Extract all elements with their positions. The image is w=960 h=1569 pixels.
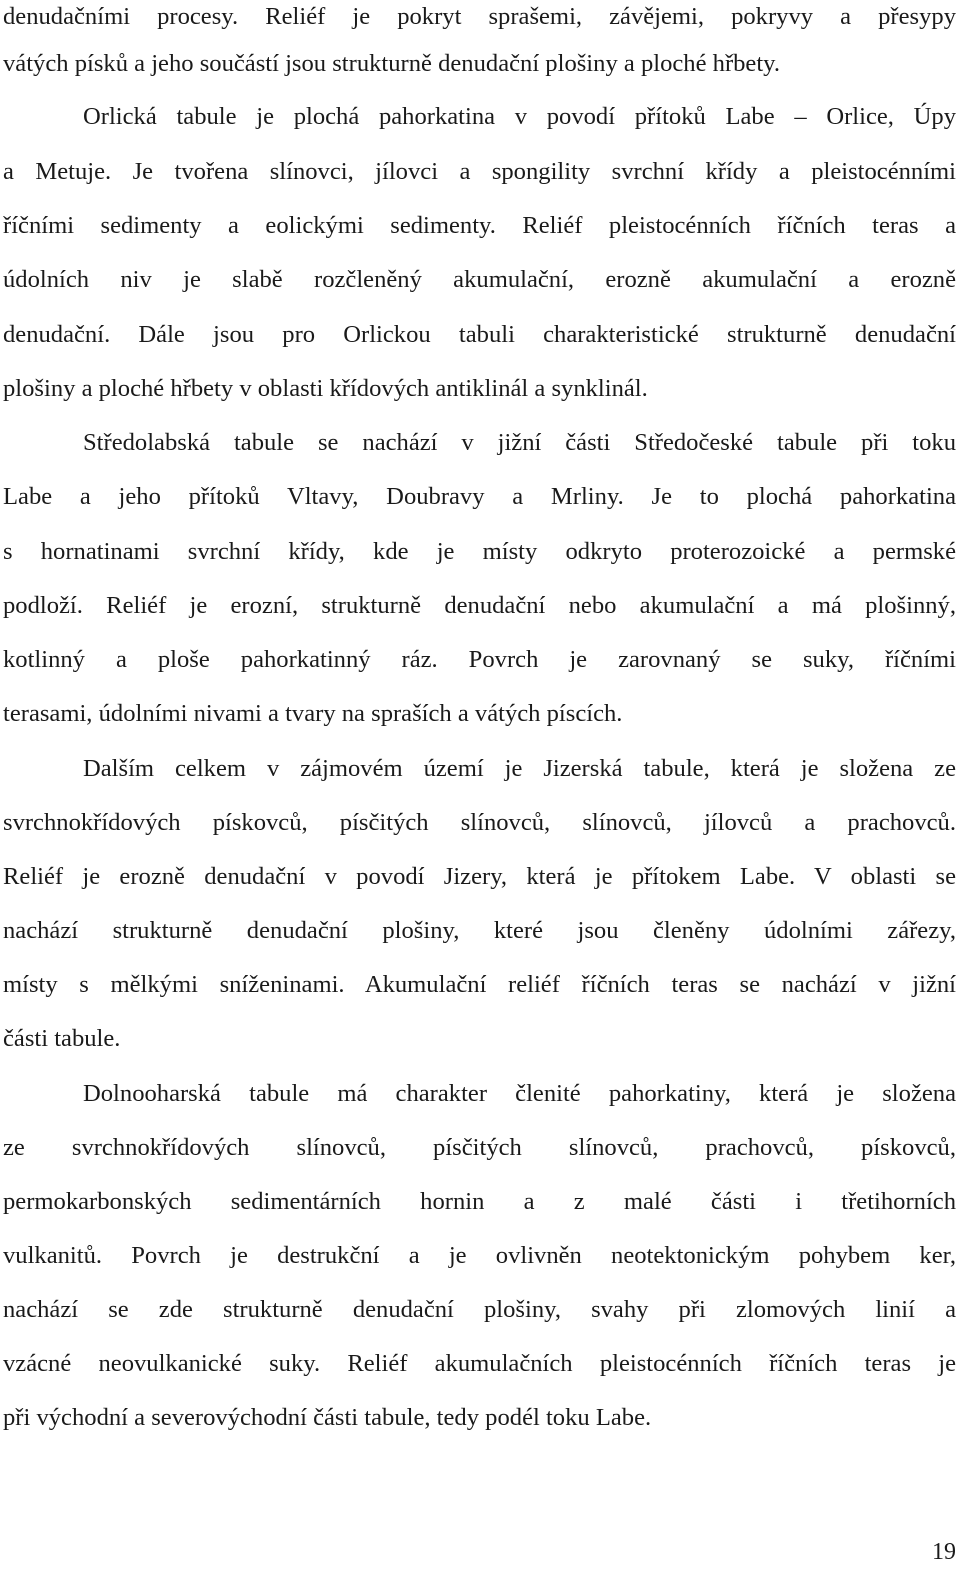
text-line: podloží. Reliéf je erozní, strukturně denudační nebo akumulační a má plošinný, (3, 592, 956, 619)
text-line: plošiny a ploché hřbety v oblasti křídových antiklinál a synklinál. (3, 375, 648, 402)
text-line: denudačními procesy. Reliéf je pokryt sprašemi, závějemi, pokryvy a přesypy (3, 3, 956, 30)
text-line: vzácné neovulkanické suky. Reliéf akumulačních pleistocénních říčních teras je (3, 1350, 956, 1377)
text-line: říčními sedimenty a eolickými sedimenty. Reliéf pleistocénních říčních teras a (3, 212, 956, 239)
text-line: údolních niv je slabě rozčleněný akumulační, erozně akumulační a erozně (3, 266, 956, 293)
text-line: Labe a jeho přítoků Vltavy, Doubravy a Mrliny. Je to plochá pahorkatina (3, 483, 956, 510)
text-line: permokarbonských sedimentárních hornin a z malé části i třetihorních (3, 1188, 956, 1215)
text-line: terasami, údolními nivami a tvary na spraších a vátých píscích. (3, 700, 623, 727)
text-line: místy s mělkými sníženinami. Akumulační reliéf říčních teras se nachází v jižní (3, 971, 956, 998)
text-line: kotlinný a ploše pahorkatinný ráz. Povrch je zarovnaný se suky, říčními (3, 646, 956, 673)
text-line: části tabule. (3, 1025, 121, 1052)
text-line: při východní a severovýchodní části tabule, tedy podél toku Labe. (3, 1404, 652, 1431)
text-line: a Metuje. Je tvořena slínovci, jílovci a spongility svrchní křídy a pleistocénními (3, 158, 956, 185)
text-line: denudační. Dále jsou pro Orlickou tabuli charakteristické strukturně denudační (3, 321, 956, 348)
text-line: ze svrchnokřídových slínovců, písčitých slínovců, prachovců, pískovců, (3, 1134, 956, 1161)
text-line: Orlická tabule je plochá pahorkatina v povodí přítoků Labe – Orlice, Úpy (83, 103, 956, 130)
page-number: 19 (932, 1539, 956, 1565)
text-line: vátých písků a jeho součástí jsou strukturně denudační plošiny a ploché hřbety. (3, 50, 781, 77)
text-line: nachází strukturně denudační plošiny, které jsou členěny údolními zářezy, (3, 917, 956, 944)
text-line: vulkanitů. Povrch je destrukční a je ovlivněn neotektonickým pohybem ker, (3, 1242, 956, 1269)
text-line: Dolnooharská tabule má charakter členité pahorkatiny, která je složena (83, 1080, 956, 1107)
text-line: Reliéf je erozně denudační v povodí Jizery, která je přítokem Labe. V oblasti se (3, 863, 956, 890)
text-line: svrchnokřídových pískovců, písčitých slínovců, slínovců, jílovců a prachovců. (3, 809, 956, 836)
text-line: nachází se zde strukturně denudační plošiny, svahy při zlomových linií a (3, 1296, 956, 1323)
text-line: s hornatinami svrchní křídy, kde je místy odkryto proterozoické a permské (3, 538, 956, 565)
text-line: Dalším celkem v zájmovém území je Jizerská tabule, která je složena ze (83, 755, 956, 782)
text-line: Středolabská tabule se nachází v jižní části Středočeské tabule při toku (83, 429, 956, 456)
